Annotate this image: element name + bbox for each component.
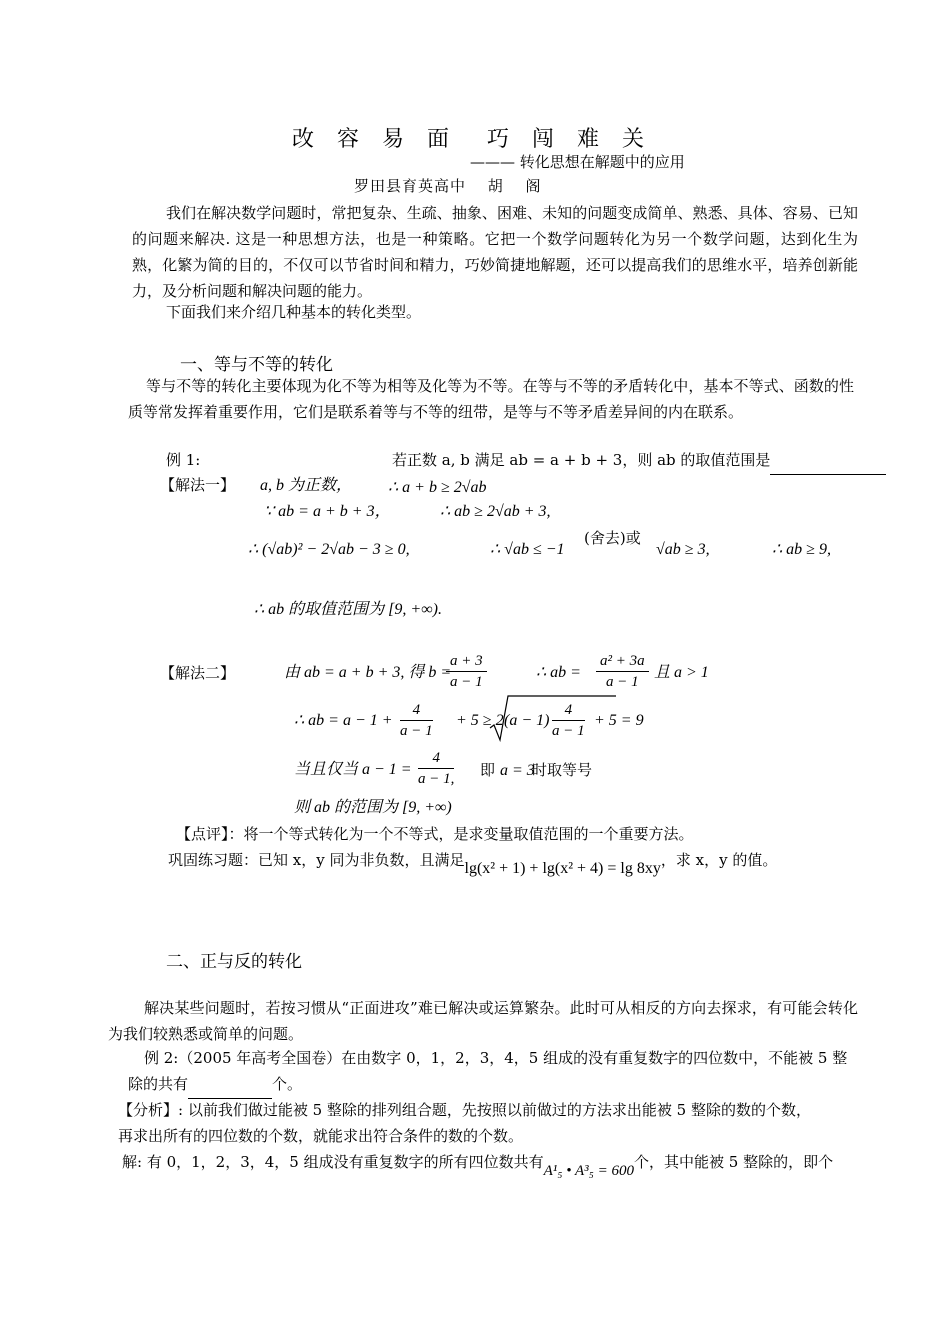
page-subtitle: ——— 转化思想在解题中的应用	[470, 153, 685, 171]
intro-followup: 下面我们来介绍几种基本的转化类型。	[166, 303, 422, 321]
example2-line-a: 例 2:（2005 年高考全国卷）在由数字 0，1，2，3，4，5 组成的没有重复数字的四位数中，不能被 5 整	[144, 1049, 848, 1067]
method2-frac2	[596, 651, 649, 692]
method2-line2d: + 5 = 9	[594, 712, 644, 729]
intro-paragraph	[132, 200, 858, 304]
solution-line	[122, 1148, 833, 1177]
method2-line4: 则 ab 的范围为 [9, +∞)	[294, 799, 452, 816]
intro-text: 我们在解决数学问题时，常把复杂、生疏、抽象、困难、未知的问题变成简单、熟悉、具体、容易、已知的问题来解决. 这是一种思想方法，也是一种策略。它把一个数学问题转化为另一个数学问题，达到化生为熟，化繁为简的目的，不仅可以节省时间和精力，巧妙简捷地解题，还可以提高我们的思维水平，培养创新能力，及分析问题和解决问题的能力。	[132, 204, 858, 300]
analysis-line-b: 再求出所有的四位数的个数，就能求出符合条件的数的个数。	[118, 1127, 524, 1145]
method2-frac3	[400, 700, 433, 741]
page-title: 改 容 易 面 巧 闯 难 关	[292, 127, 652, 152]
section2-text: 解决某些问题时，若按习惯从“正面进攻”难已解决或运算繁杂。此时可从相反的方向去探求，有可能会转化为我们较熟悉或简单的问题。	[108, 999, 858, 1043]
method2-line1b: ∴ ab =	[536, 664, 581, 681]
method2-frac1	[446, 651, 487, 692]
example2-text-c: 个。	[272, 1075, 303, 1093]
example1-question: 若正数 a, b 满足 ab = a + b + 3，则 ab 的取值范围是	[392, 451, 771, 469]
comment-line: 【点评】：将一个等式转化为一个不等式，是求变量取值范围的一个重要方法。	[176, 825, 694, 843]
method2-line3a: 当且仅当 a − 1 =	[294, 761, 412, 778]
section2-paragraph	[108, 995, 858, 1047]
exercise-text2: ，求 x，y 的值。	[660, 851, 778, 869]
method2-frac4-num: 4	[552, 700, 585, 721]
method2-frac1-den: a − 1	[450, 674, 483, 690]
author-line: 罗田县育英高中 胡 阁	[354, 177, 542, 195]
method2-line3c: a = 3	[500, 762, 535, 779]
method2-frac2-den: a − 1	[606, 674, 639, 690]
method2-frac1-num: a + 3	[446, 651, 487, 672]
method2-frac4-den: a − 1	[552, 723, 585, 739]
solution-formula: A¹₅ • A³₅ = 600	[543, 1163, 634, 1179]
solution-text-b: 个，其中能被 5 整除的，即个	[633, 1153, 834, 1171]
method2-line1a: 由 ab = a + b + 3, 得 b =	[284, 664, 452, 681]
method2-line2b: + 5 ≥ 2	[456, 712, 504, 729]
exercise-label: 巩固练习题：	[168, 851, 259, 869]
method2-line2a: ∴ ab = a − 1 +	[294, 712, 393, 729]
method1-line3b: ∴ √ab ≤ −1	[490, 541, 565, 558]
method1-label: 【解法一】	[160, 476, 236, 494]
section1-text: 等与不等的转化主要体现为化不等为相等及化等为不等。在等与不等的矛盾转化中，基本不等式、函数的性质等常发挥着重要作用，它们是联系着等与不等的纽带，是等与不等矛盾差异间的内在联系。	[128, 377, 854, 421]
example2-blank	[188, 1070, 272, 1099]
section2-heading: 二、正与反的转化	[166, 952, 302, 972]
method2-frac5-den: a − 1,	[418, 771, 455, 787]
section1-paragraph	[128, 373, 854, 425]
method1-line1a: a, b 为正数，	[260, 477, 353, 494]
example2-text-b: 除的共有	[128, 1075, 189, 1093]
method1-line1b: ∴ a + b ≥ 2√ab	[388, 479, 487, 496]
method2-line2c: (a − 1)	[504, 712, 550, 729]
method1-line2b: ∴ ab ≥ 2√ab + 3,	[440, 503, 551, 520]
method1-line3a: ∴ (√ab)² − 2√ab − 3 ≥ 0,	[248, 541, 410, 558]
method2-frac2-num: a² + 3a	[596, 651, 649, 672]
method1-line2a: ∵ ab = a + b + 3，	[264, 503, 391, 520]
method2-line1c: 且 a > 1	[654, 664, 709, 681]
method1-line3e: ∴ ab ≥ 9,	[772, 541, 831, 558]
answer-blank	[770, 446, 886, 475]
method1-line3d: √ab ≥ 3,	[656, 541, 710, 558]
method2-line3d: 时取等号	[532, 761, 593, 779]
example2-line-b	[128, 1070, 302, 1099]
method1-line4: ∴ ab 的取值范围为 [9, +∞).	[254, 601, 442, 618]
section1-heading: 一、等与不等的转化	[180, 355, 333, 375]
exercise-line	[168, 846, 777, 875]
method2-frac5-num: 4	[418, 748, 454, 769]
exercise-text1: 已知 x，y 同为非负数，且满足	[258, 851, 465, 869]
method2-line3b: 即	[480, 761, 496, 779]
method2-frac3-den: a − 1	[400, 723, 433, 739]
method2-label: 【解法二】	[160, 664, 236, 682]
method2-frac3-num: 4	[400, 700, 433, 721]
exercise-formula: lg(x² + 1) + lg(x² + 4) = lg 8xy	[464, 860, 661, 877]
method2-frac4	[552, 700, 585, 741]
example1-text	[392, 446, 886, 475]
analysis-line-a: 【分析】: 以前我们做过能被 5 整除的排列组合题，先按照以前做过的方法求出能被 5 整除的数的个数，	[118, 1101, 811, 1119]
solution-text-a: 解: 有 0，1，2，3，4，5 组成没有重复数字的所有四位数共有	[122, 1153, 544, 1171]
method2-frac5	[418, 748, 454, 789]
example1-label: 例 1:	[166, 451, 201, 469]
method1-line3c: (舍去)或	[584, 529, 641, 547]
